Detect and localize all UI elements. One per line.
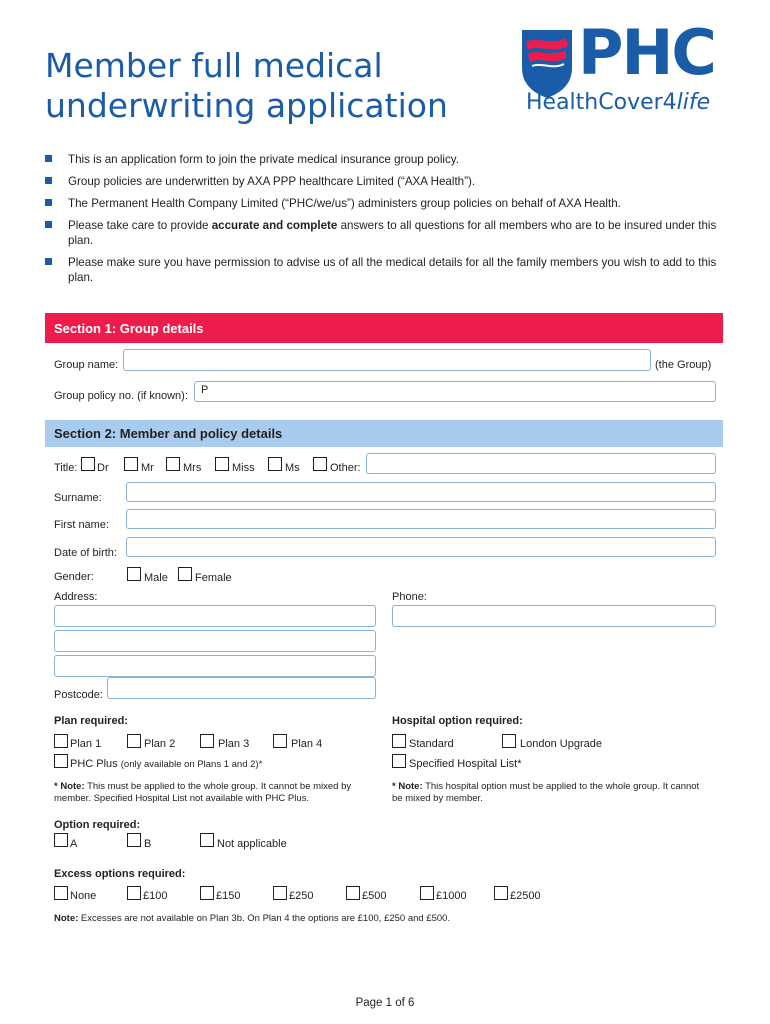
title-mr-checkbox[interactable] [124,457,138,471]
title-line-2: underwriting application [45,86,448,125]
excess-250-label: £250 [289,890,314,902]
intro-bullets [45,152,735,292]
postcode-label: Postcode: [54,689,103,701]
hospital-note: * Note: This hospital option must be applied to the whole group. It cannot be mixed by member. [392,781,700,804]
hospital-specified-label: Specified Hospital List* [409,758,522,770]
phc-logo [520,16,725,118]
intro-bullet: Group policies are underwritten by AXA PPP healthcare Limited (“AXA Health”). [45,174,735,189]
logo-text: PHC [578,16,715,89]
gender-male-label: Male [144,572,168,584]
title-label: Title: [54,462,78,474]
intro-bullet: This is an application form to join the private medical insurance group policy. [45,152,735,167]
postcode-input[interactable] [107,677,376,699]
hospital-specified-checkbox[interactable] [392,754,406,768]
title-dr-checkbox[interactable] [81,457,95,471]
intro-bullet: Please take care to provide accurate and complete answers to all questions for all members who are to be insured under this plan. [45,218,735,248]
group-name-label: Group name: [54,359,119,371]
plan-1-checkbox[interactable] [54,734,68,748]
plan-2-label: Plan 2 [144,738,176,750]
page-title [45,46,448,126]
phone-input[interactable] [392,605,716,627]
excess-500-checkbox[interactable] [346,886,360,900]
surname-label: Surname: [54,492,102,504]
group-name-input[interactable] [123,349,651,371]
title-other-checkbox[interactable] [313,457,327,471]
intro-bullet: The Permanent Health Company Limited (“PHC/we/us”) administers group policies on behalf of AXA Health. [45,196,735,211]
excess-150-checkbox[interactable] [200,886,214,900]
plan-note: * Note: This must be applied to the whole group. It cannot be mixed by member. Specified Hospital List not available with PHC Plus. [54,781,352,804]
excess-1000-checkbox[interactable] [420,886,434,900]
title-mr-label: Mr [141,462,154,474]
phc-plus-label: PHC Plus (only available on Plans 1 and 2)* [70,758,263,770]
excess-100-label: £100 [143,890,168,902]
gender-female-label: Female [195,572,232,584]
title-mrs-label: Mrs [183,462,202,474]
title-ms-checkbox[interactable] [268,457,282,471]
excess-100-checkbox[interactable] [127,886,141,900]
option-b-label: B [144,838,152,850]
title-miss-label: Miss [232,462,255,474]
option-a-checkbox[interactable] [54,833,68,847]
section-2-header: Section 2: Member and policy details [45,420,723,447]
hospital-london-label: London Upgrade [520,738,602,750]
policy-number-input[interactable]: P [194,381,716,402]
dob-input[interactable] [126,537,716,557]
excess-2500-checkbox[interactable] [494,886,508,900]
plan-4-checkbox[interactable] [273,734,287,748]
gender-male-checkbox[interactable] [127,567,141,581]
plan-2-checkbox[interactable] [127,734,141,748]
page-number: Page 1 of 6 [355,997,415,1009]
title-miss-checkbox[interactable] [215,457,229,471]
section-1-header: Section 1: Group details [45,313,723,343]
plan-heading: Plan required: [54,715,128,727]
option-na-checkbox[interactable] [200,833,214,847]
gender-label: Gender: [54,571,94,583]
dob-label: Date of birth: [54,547,117,559]
title-other-label: Other: [330,462,361,474]
hospital-london-checkbox[interactable] [502,734,516,748]
plan-3-label: Plan 3 [218,738,250,750]
phc-plus-checkbox[interactable] [54,754,68,768]
plan-4-label: Plan 4 [291,738,323,750]
option-b-checkbox[interactable] [127,833,141,847]
address-line-3-input[interactable] [54,655,376,677]
title-mrs-checkbox[interactable] [166,457,180,471]
first-name-label: First name: [54,519,110,531]
phone-label: Phone: [392,591,427,603]
first-name-input[interactable] [126,509,716,529]
gender-female-checkbox[interactable] [178,567,192,581]
excess-none-label: None [70,890,97,902]
excess-250-checkbox[interactable] [273,886,287,900]
logo-tagline: HealthCover4life [526,90,711,115]
surname-input[interactable] [126,482,716,502]
group-suffix: (the Group) [655,359,712,371]
title-other-input[interactable] [366,453,716,474]
excess-note: Note: Excesses are not available on Plan 3b. On Plan 4 the options are £100, £250 and £500. [54,913,451,924]
hospital-heading: Hospital option required: [392,715,523,727]
plan-3-checkbox[interactable] [200,734,214,748]
excess-1000-label: £1000 [436,890,467,902]
hospital-standard-label: Standard [409,738,454,750]
option-a-label: A [70,838,78,850]
title-line-1: Member full medical [45,46,383,85]
address-line-1-input[interactable] [54,605,376,627]
plan-1-label: Plan 1 [70,738,102,750]
hospital-standard-checkbox[interactable] [392,734,406,748]
excess-500-label: £500 [362,890,387,902]
excess-none-checkbox[interactable] [54,886,68,900]
title-dr-label: Dr [97,462,109,474]
excess-150-label: £150 [216,890,241,902]
excess-2500-label: £2500 [510,890,541,902]
address-line-2-input[interactable] [54,630,376,652]
option-na-label: Not applicable [217,838,287,850]
excess-heading: Excess options required: [54,868,186,880]
title-ms-label: Ms [285,462,300,474]
intro-bullet: Please make sure you have permission to advise us of all the medical details for all the family members you wish to add to this plan. [45,255,735,285]
address-label: Address: [54,591,98,603]
option-heading: Option required: [54,819,141,831]
policy-number-label: Group policy no. (if known): [54,390,188,402]
